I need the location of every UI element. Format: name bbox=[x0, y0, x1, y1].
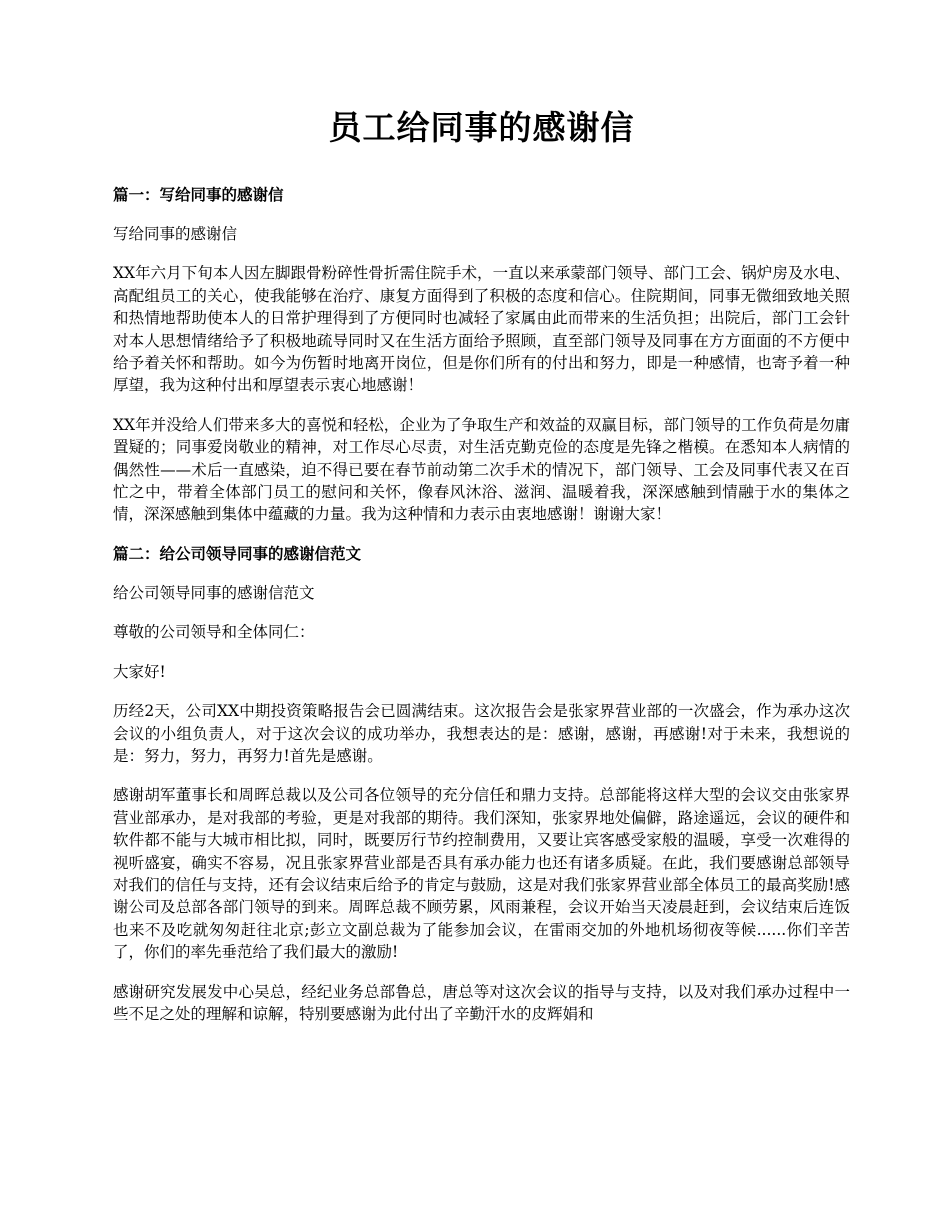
section-1-subtitle: 写给同事的感谢信 bbox=[113, 225, 238, 243]
salutation: 尊敬的公司领导和全体同仁： bbox=[113, 623, 315, 642]
section-2-paragraph: 感谢研究发展发中心吴总，经纪业务总部鲁总，唐总等对这次会议的指导与支持，以及对我们承办过程中一些不足之处的理解和谅解，特别要感谢为此付出了辛勤汗水的皮辉娟和 bbox=[113, 982, 850, 1023]
greeting: 大家好! bbox=[113, 662, 166, 681]
section-2-paragraph: 历经2天，公司XX中期投资策略报告会已圆满结束。这次报告会是张家界营业部的一次盛会，作为承办这次会议的小组负责人，对于这次会议的成功举办，我想表达的是：感谢，感谢，再感谢!对于未来，我想说的是：努力，努力，再努力!首先是感谢。 bbox=[113, 702, 850, 765]
section-heading-1: 篇一：写给同事的感谢信 bbox=[113, 185, 284, 204]
section-2-subtitle: 给公司领导同事的感谢信范文 bbox=[113, 583, 315, 602]
document-page bbox=[113, 108, 850, 1042]
section-2-paragraph: 感谢胡军董事长和周晖总裁以及公司各位领导的充分信任和鼎力支持。总部能将这样大型的会议交由张家界营业部承办，是对我部的考验，更是对我部的期待。我们深知，张家界地处偏僻，路途遥远，会议的硬件和软件都不能与大城市相比拟，同时，既要厉行节约控制费用，又要让宾客感受家般的温暖，享受一次难得的视听盛宴，确实不容易，况且张家界营业部是否具有承办能力也还有诸多质疑。在此，我们要感谢总部领导对我们的信任与支持，还有会议结束后给予的肯定与鼓励，这是对我们张家界营业部全体员工的最高奖励!感谢公司及总部各部门领导的到来。周晖总裁不顾劳累，风雨兼程，会议开始当天凌晨赶到，会议结束后连饭也来不及吃就匆匆赶往北京;彭立文副总裁为了能参加会议，在雷雨交加的外地机场彻夜等候......你们辛苦了，你们的率先垂范给了我们最大的激励! bbox=[113, 786, 850, 962]
section-1-paragraph: XX年并没给人们带来多大的喜悦和轻松，企业为了争取生产和效益的双赢目标，部门领导的工作负荷是勿庸置疑的；同事爱岗敬业的精神，对工作尽心尽责，对生活克勤克俭的态度是先锋之楷模。在悉知本人病情的偶然性——术后一直感染，迫不得已要在春节前动第二次手术的情况下，部门领导、工会及同事代表又在百忙之中，带着全体部门员工的慰问和关怀，像春风沐浴、滋润、温暖着我，深深感触到情融于水的集体之情，深深感触到集体中蕴藏的力量。我为这种情和力表示由衷地感谢！谢谢大家！ bbox=[113, 415, 850, 524]
section-1-paragraph: XX年六月下旬本人因左脚跟骨粉碎性骨折需住院手术，一直以来承蒙部门领导、部门工会、锅炉房及水电、高配组员工的关心，使我能够在治疗、康复方面得到了积极的态度和信心。住院期间，同事无微细致地关照和热情地帮助使本人的日常护理得到了方便同时也减轻了家属由此而带来的生活负担；出院后，部门工会针对本人思想情绪给予了积极地疏导同时又在生活方面给予照顾，直至部门领导及同事在方方面面的不方便中给予着关怀和帮助。如今为伤暂时地离开岗位，但是你们所有的付出和努力，即是一种感情，也寄予着一种厚望，我为这种付出和厚望表示衷心地感谢！ bbox=[113, 264, 850, 395]
section-heading-2: 篇二：给公司领导同事的感谢信范文 bbox=[113, 543, 362, 563]
document-title: 员工给同事的感谢信 bbox=[328, 108, 635, 147]
